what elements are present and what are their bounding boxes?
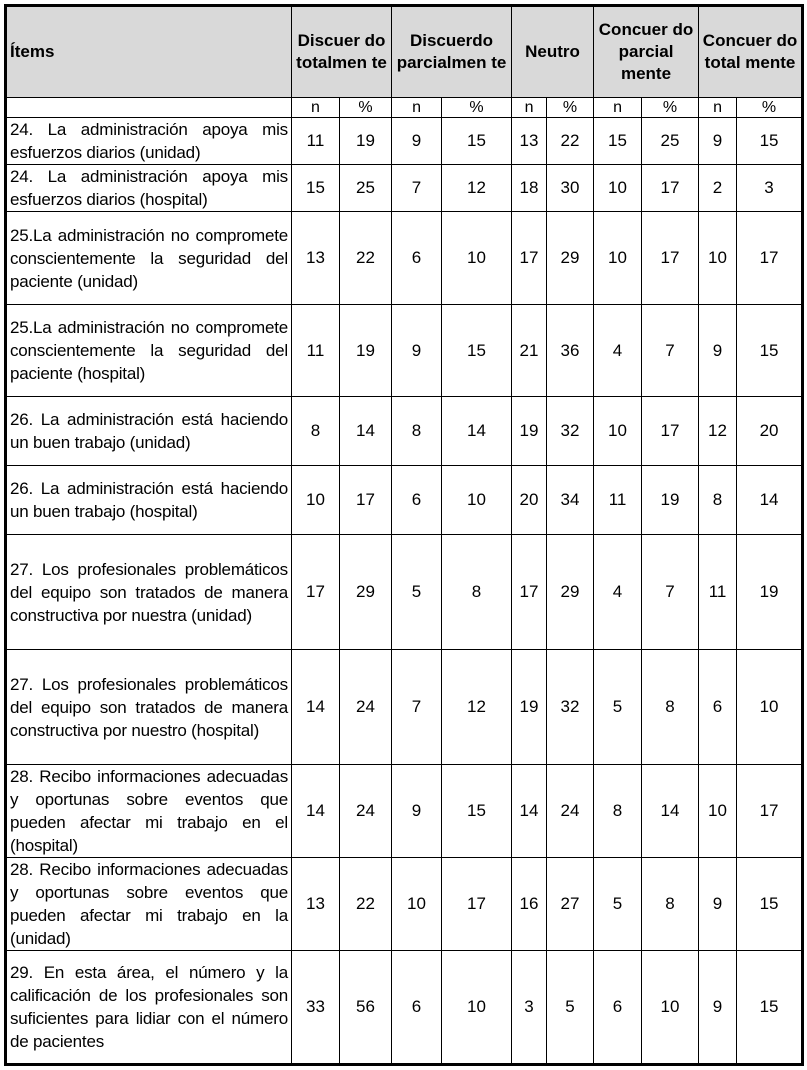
percent-cell: 25 [340, 165, 392, 212]
percent-cell: 15 [442, 765, 512, 858]
count-cell: 9 [699, 951, 737, 1065]
count-cell: 17 [512, 535, 547, 650]
subheader-percent: % [642, 98, 699, 118]
count-cell: 19 [512, 397, 547, 466]
percent-cell: 19 [737, 535, 803, 650]
percent-cell: 22 [340, 858, 392, 951]
percent-cell: 7 [642, 535, 699, 650]
count-cell: 5 [594, 650, 642, 765]
percent-cell: 15 [737, 118, 803, 165]
count-cell: 5 [594, 858, 642, 951]
count-cell: 33 [292, 951, 340, 1065]
count-cell: 14 [292, 765, 340, 858]
count-cell: 8 [392, 397, 442, 466]
count-cell: 6 [392, 212, 442, 305]
percent-cell: 15 [737, 951, 803, 1065]
percent-cell: 10 [442, 951, 512, 1065]
percent-cell: 14 [737, 466, 803, 535]
count-cell: 16 [512, 858, 547, 951]
table-row [6, 535, 803, 650]
percent-cell: 34 [547, 466, 594, 535]
percent-cell: 25 [642, 118, 699, 165]
count-cell: 19 [512, 650, 547, 765]
percent-cell: 17 [737, 765, 803, 858]
item-label: 24. La administración apoya mis esfuerzos diarios (unidad) [6, 118, 292, 165]
percent-cell: 5 [547, 951, 594, 1065]
percent-cell: 12 [442, 165, 512, 212]
count-cell: 8 [594, 765, 642, 858]
item-label: 29. En esta área, el número y la calificación de los profesionales son suficientes para lidiar con el número de pacientes [6, 951, 292, 1065]
header-group: Discuer do totalmen te [292, 6, 392, 98]
count-cell: 14 [512, 765, 547, 858]
percent-cell: 8 [642, 858, 699, 951]
header-blank [6, 98, 292, 118]
count-cell: 18 [512, 165, 547, 212]
count-cell: 9 [392, 305, 442, 397]
percent-cell: 24 [340, 650, 392, 765]
header-items: Ítems [6, 6, 292, 98]
count-cell: 6 [699, 650, 737, 765]
percent-cell: 10 [737, 650, 803, 765]
count-cell: 6 [392, 466, 442, 535]
count-cell: 11 [292, 118, 340, 165]
percent-cell: 36 [547, 305, 594, 397]
percent-cell: 12 [442, 650, 512, 765]
item-label: 26. La administración está haciendo un buen trabajo (unidad) [6, 397, 292, 466]
percent-cell: 17 [642, 397, 699, 466]
table-row [6, 765, 803, 858]
count-cell: 8 [699, 466, 737, 535]
header-group: Concuer do total mente [699, 6, 803, 98]
percent-cell: 32 [547, 650, 594, 765]
percent-cell: 8 [442, 535, 512, 650]
count-cell: 10 [594, 165, 642, 212]
table-row [6, 118, 803, 165]
table-row [6, 397, 803, 466]
subheader-n: n [594, 98, 642, 118]
count-cell: 5 [392, 535, 442, 650]
count-cell: 10 [292, 466, 340, 535]
percent-cell: 7 [642, 305, 699, 397]
count-cell: 10 [392, 858, 442, 951]
item-label: 25.La administración no compromete conscientemente la seguridad del paciente (unidad) [6, 212, 292, 305]
percent-cell: 29 [340, 535, 392, 650]
count-cell: 9 [392, 765, 442, 858]
percent-cell: 27 [547, 858, 594, 951]
count-cell: 10 [699, 212, 737, 305]
percent-cell: 15 [737, 858, 803, 951]
percent-cell: 17 [442, 858, 512, 951]
header-group: Concuer do parcial mente [594, 6, 699, 98]
percent-cell: 15 [442, 305, 512, 397]
table-row [6, 165, 803, 212]
item-label: 27. Los profesionales problemáticos del equipo son tratados de manera constructiva por nuestra (unidad) [6, 535, 292, 650]
count-cell: 15 [292, 165, 340, 212]
count-cell: 11 [699, 535, 737, 650]
percent-cell: 10 [442, 466, 512, 535]
percent-cell: 19 [642, 466, 699, 535]
count-cell: 11 [292, 305, 340, 397]
table-row [6, 650, 803, 765]
table-row [6, 212, 803, 305]
count-cell: 17 [292, 535, 340, 650]
percent-cell: 29 [547, 212, 594, 305]
count-cell: 4 [594, 305, 642, 397]
percent-cell: 17 [642, 165, 699, 212]
count-cell: 15 [594, 118, 642, 165]
percent-cell: 14 [642, 765, 699, 858]
percent-cell: 17 [737, 212, 803, 305]
count-cell: 11 [594, 466, 642, 535]
item-label: 26. La administración está haciendo un buen trabajo (hospital) [6, 466, 292, 535]
table-row [6, 951, 803, 1065]
subheader-n: n [699, 98, 737, 118]
subheader-n: n [512, 98, 547, 118]
count-cell: 6 [392, 951, 442, 1065]
percent-cell: 17 [642, 212, 699, 305]
item-label: 28. Recibo informaciones adecuadas y oportunas sobre eventos que pueden afectar mi trabajo en el (hospital) [6, 765, 292, 858]
count-cell: 17 [512, 212, 547, 305]
header-group: Discuerdo parcialmen te [392, 6, 512, 98]
item-label: 24. La administración apoya mis esfuerzos diarios (hospital) [6, 165, 292, 212]
count-cell: 13 [512, 118, 547, 165]
count-cell: 13 [292, 212, 340, 305]
item-label: 25.La administración no compromete conscientemente la seguridad del paciente (hospital) [6, 305, 292, 397]
survey-table [4, 4, 804, 1066]
count-cell: 10 [594, 212, 642, 305]
percent-cell: 20 [737, 397, 803, 466]
item-label: 27. Los profesionales problemáticos del equipo son tratados de manera constructiva por nuestro (hospital) [6, 650, 292, 765]
subheader-percent: % [737, 98, 803, 118]
percent-cell: 10 [442, 212, 512, 305]
percent-cell: 22 [547, 118, 594, 165]
count-cell: 7 [392, 650, 442, 765]
count-cell: 3 [512, 951, 547, 1065]
count-cell: 14 [292, 650, 340, 765]
count-cell: 9 [392, 118, 442, 165]
count-cell: 4 [594, 535, 642, 650]
table-row [6, 466, 803, 535]
percent-cell: 15 [737, 305, 803, 397]
count-cell: 8 [292, 397, 340, 466]
percent-cell: 14 [340, 397, 392, 466]
percent-cell: 22 [340, 212, 392, 305]
percent-cell: 14 [442, 397, 512, 466]
count-cell: 7 [392, 165, 442, 212]
count-cell: 20 [512, 466, 547, 535]
subheader-percent: % [442, 98, 512, 118]
count-cell: 21 [512, 305, 547, 397]
percent-cell: 19 [340, 118, 392, 165]
subheader-percent: % [340, 98, 392, 118]
count-cell: 13 [292, 858, 340, 951]
percent-cell: 10 [642, 951, 699, 1065]
percent-cell: 8 [642, 650, 699, 765]
subheader-n: n [392, 98, 442, 118]
percent-cell: 24 [547, 765, 594, 858]
percent-cell: 24 [340, 765, 392, 858]
table-row [6, 858, 803, 951]
count-cell: 9 [699, 858, 737, 951]
percent-cell: 30 [547, 165, 594, 212]
percent-cell: 17 [340, 466, 392, 535]
item-label: 28. Recibo informaciones adecuadas y oportunas sobre eventos que pueden afectar mi trabajo en la (unidad) [6, 858, 292, 951]
percent-cell: 56 [340, 951, 392, 1065]
percent-cell: 15 [442, 118, 512, 165]
percent-cell: 29 [547, 535, 594, 650]
header-group: Neutro [512, 6, 594, 98]
subheader-percent: % [547, 98, 594, 118]
percent-cell: 19 [340, 305, 392, 397]
subheader-n: n [292, 98, 340, 118]
count-cell: 10 [594, 397, 642, 466]
table-row [6, 305, 803, 397]
count-cell: 6 [594, 951, 642, 1065]
percent-cell: 32 [547, 397, 594, 466]
count-cell: 9 [699, 305, 737, 397]
count-cell: 12 [699, 397, 737, 466]
count-cell: 9 [699, 118, 737, 165]
count-cell: 10 [699, 765, 737, 858]
percent-cell: 3 [737, 165, 803, 212]
count-cell: 2 [699, 165, 737, 212]
